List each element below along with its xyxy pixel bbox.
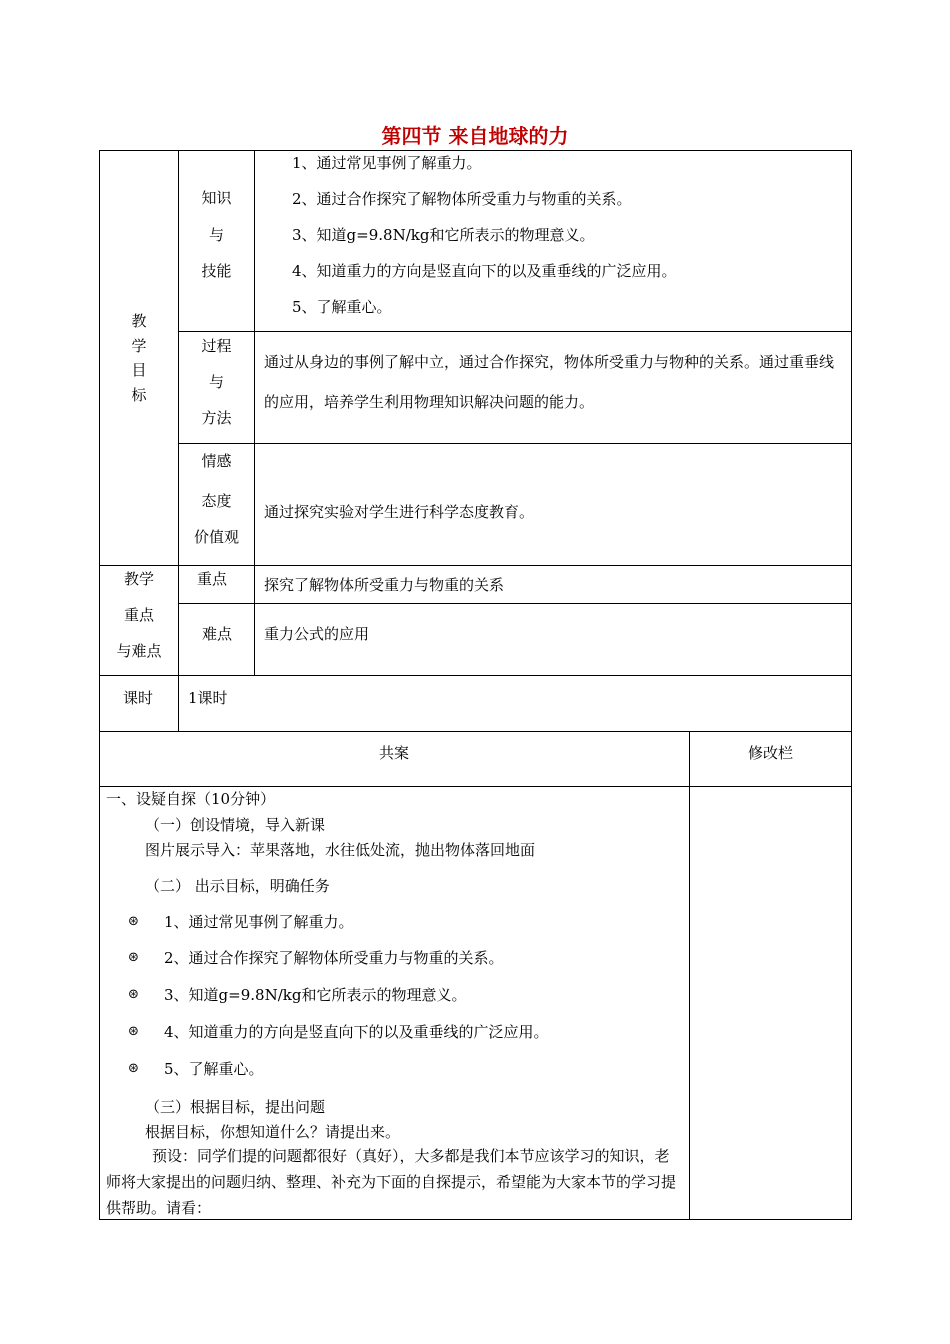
focus-text: 探究了解物体所受重力与物重的关系 [264, 576, 505, 594]
list-item: 1、通过常见事例了解重力。 [292, 154, 482, 172]
plan-header-revision: 修改栏 [747, 744, 793, 762]
bullet-icon: ⊛ [128, 1024, 139, 1039]
list-item: 5、了解重心。 [164, 1060, 264, 1078]
plan-header-shared: 共案 [378, 744, 409, 762]
difficulty-label: 难点 [202, 625, 233, 643]
difficulty-text: 重力公式的应用 [264, 625, 370, 643]
list-item: 2、通过合作探究了解物体所受重力与物重的关系。 [164, 949, 504, 967]
plan-subheading: （三）根据目标，提出问题 [145, 1098, 326, 1116]
period-value: 1课时 [188, 689, 228, 707]
list-item: 4、知道重力的方向是竖直向下的以及重垂线的广泛应用。 [292, 262, 677, 280]
period-label: 课时 [123, 689, 154, 707]
list-item: 4、知道重力的方向是竖直向下的以及重垂线的广泛应用。 [164, 1023, 549, 1041]
plan-subheading: （二） 出示目标，明确任务 [145, 877, 330, 895]
process-text: 通过从身边的事例了解中立，通过合作探究，物体所受重力与物种的关系。通过重垂线的应用，培养学生利用物理知识解决问题的能力。 [264, 353, 835, 411]
plan-text: 根据目标，你想知道什么？请提出来。 [145, 1123, 401, 1141]
list-item: 3、知道g=9.8N/kg和它所表示的物理意义。 [292, 226, 595, 244]
bullet-icon: ⊛ [128, 950, 139, 965]
focus-label: 重点 [197, 570, 228, 588]
plan-subheading: （一）创设情境，导入新课 [145, 816, 326, 834]
emotion-text: 通过探究实验对学生进行科学态度教育。 [264, 503, 535, 521]
plan-text: 图片展示导入：苹果落地，水往低处流，抛出物体落回地面 [145, 841, 536, 859]
list-item: 3、知道g=9.8N/kg和它所表示的物理意义。 [164, 986, 467, 1004]
bullet-icon: ⊛ [128, 914, 139, 929]
list-item: 2、通过合作探究了解物体所受重力与物重的关系。 [292, 190, 632, 208]
bullet-icon: ⊛ [128, 987, 139, 1002]
plan-section-heading: 一、设疑自探（10分钟） [106, 790, 276, 808]
bullet-icon: ⊛ [128, 1061, 139, 1076]
list-item: 1、通过常见事例了解重力。 [164, 913, 354, 931]
page-title: 第四节 来自地球的力 [381, 124, 569, 148]
list-item: 5、了解重心。 [292, 298, 392, 316]
plan-paragraph: 预设：同学们提的问题都很好（真好），大多都是我们本节应该学习的知识，老师将大家提出的问题归纳、整理、补充为下面的自探提示，希望能为大家本节的学习提供帮助。请看： [106, 1147, 677, 1217]
